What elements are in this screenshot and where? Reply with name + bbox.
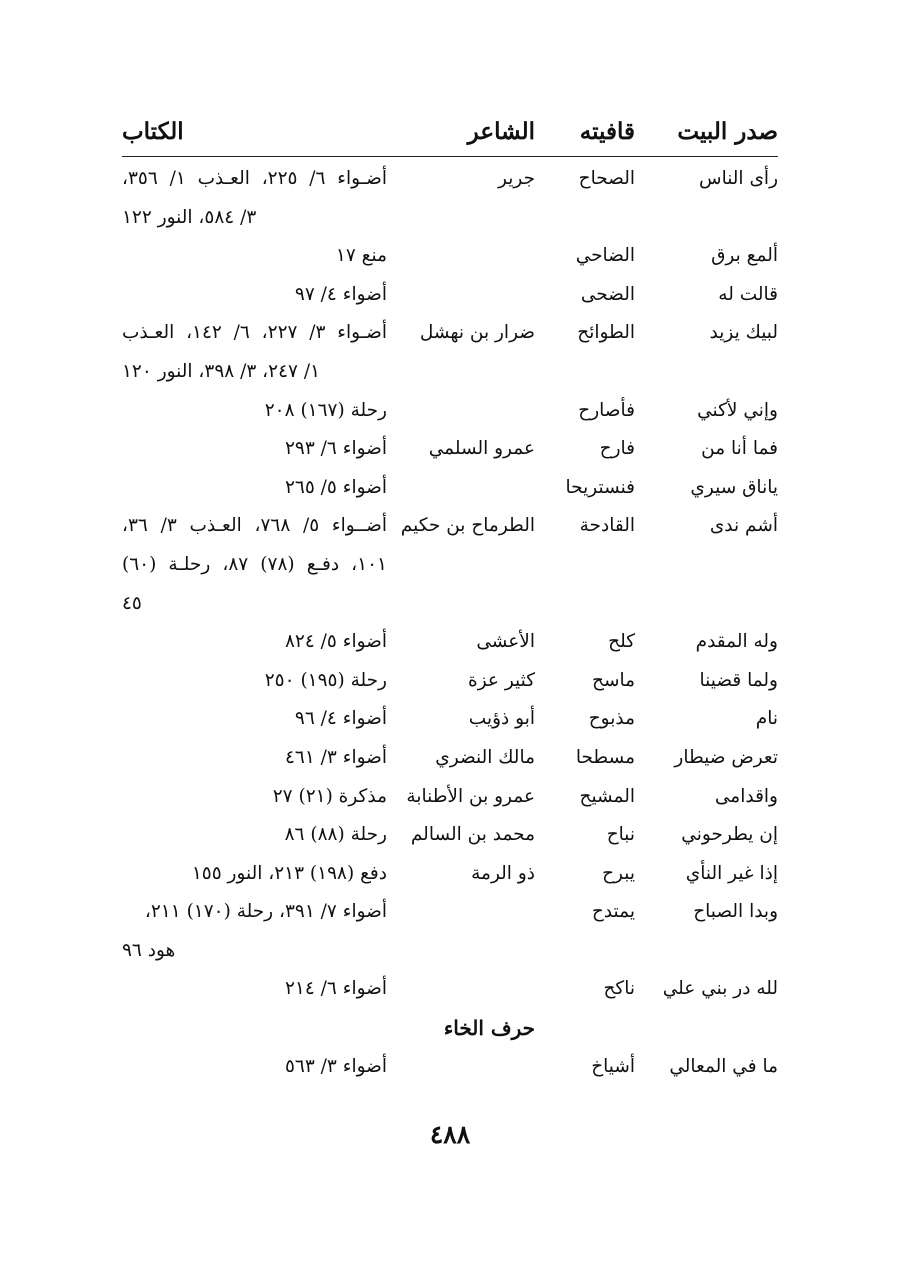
rhyme-word: ناكح <box>603 978 635 1000</box>
header-qafiya: قافيته <box>579 118 635 145</box>
table-row <box>0 624 900 663</box>
book-reference: أضواء ٧/ ٣٩١، رحلة (١٧٠) ٢١١، <box>144 901 387 923</box>
book-reference: أضواء ٤/ ٩٧ <box>294 283 387 305</box>
poet-name: كثير عزة <box>468 669 535 691</box>
book-reference: دفع (١٩٨) ٢١٣، النور ١٥٥ <box>191 862 387 884</box>
table-row <box>0 508 900 547</box>
section-heading-row <box>0 1010 900 1049</box>
page-number: ٤٨٨ <box>429 1120 471 1149</box>
poet-name: ضرار بن نهشل <box>419 322 535 344</box>
book-reference: أضـواء ٣/ ٢٢٧، ٦/ ١٤٢، العـذب <box>122 322 387 344</box>
book-reference: أضواء ٦/ ٢١٤ <box>284 978 387 1000</box>
rhyme-word: المشيح <box>579 785 635 807</box>
book-reference: رحلة (١٩٥) ٢٥٠ <box>264 669 387 691</box>
table-row <box>0 431 900 470</box>
poet-name: مالك النضري <box>435 746 535 768</box>
header-kitab: الكتاب <box>122 118 184 145</box>
section-heading: حرف الخاء <box>443 1016 535 1041</box>
verse-opening: تعرض ضيطار <box>674 746 778 768</box>
book-reference: رحلة (١٦٧) ٢٠٨ <box>264 399 387 421</box>
rhyme-word: الضاحي <box>575 245 635 267</box>
table-row <box>0 161 900 200</box>
book-reference: مذكرة (٢١) ٢٧ <box>272 785 387 807</box>
verse-opening: ياناق سيري <box>690 476 778 498</box>
book-reference: رحلة (٨٨) ٨٦ <box>284 824 387 846</box>
table-row <box>0 393 900 432</box>
header-sadr: صدر البيت <box>677 118 778 145</box>
poet-name: عمرو بن الأطنابة <box>406 785 535 807</box>
verse-opening: لبيك يزيد <box>709 322 778 344</box>
rhyme-word: يبرح <box>602 862 635 884</box>
verse-opening: إذا غير النأي <box>685 862 778 884</box>
table-row <box>0 701 900 740</box>
verse-opening: لله در بني علي <box>662 978 778 1000</box>
book-reference: أضـواء ٦/ ٢٢٥، العـذب ١/ ٣٥٦، <box>122 168 387 189</box>
rhyme-word: فارح <box>599 438 635 460</box>
book-reference: أضواء ٥/ ٢٦٥ <box>284 476 387 498</box>
poet-name: عمرو السلمي <box>428 438 535 460</box>
rhyme-word: الضحى <box>580 283 635 305</box>
book-reference-continuation: ١٠١، دفـع (٧٨) ٨٧، رحلـة (٦٠) <box>122 553 387 575</box>
rhyme-word: الصحاح <box>578 168 635 189</box>
table-row <box>0 315 900 354</box>
table-row <box>0 470 900 509</box>
rhyme-word: فنستريحا <box>565 476 635 498</box>
verse-opening: وإني لأكني <box>697 399 778 421</box>
verse-opening: ألمع برق <box>711 245 778 267</box>
rhyme-word: أشياخ <box>591 1055 635 1077</box>
rhyme-word: مذبوح <box>588 708 635 730</box>
book-reference-continuation: ١/ ٢٤٧، ٣/ ٣٩٨، النور ١٢٠ <box>122 360 321 382</box>
book-reference: أضــواء ٥/ ٧٦٨، العـذب ٣/ ٣٦، <box>122 515 387 537</box>
verse-opening: إن يطرحوني <box>681 824 778 846</box>
table-header <box>122 114 778 157</box>
book-reference: أضواء ٣/ ٤٦١ <box>284 746 387 768</box>
table-row <box>0 779 900 818</box>
rhyme-word: يمتدح <box>591 901 635 923</box>
rhyme-word: مسطحا <box>575 746 635 768</box>
book-reference: أضواء ٥/ ٨٢٤ <box>284 631 387 653</box>
poet-name: الأعشى <box>476 631 535 653</box>
book-reference-continuation: هود ٩٦ <box>122 939 176 961</box>
verse-opening: رأى الناس <box>698 168 778 189</box>
poet-name: ذو الرمة <box>471 862 535 884</box>
verse-opening: فما أنا من <box>701 438 778 460</box>
book-reference: منع ١٧ <box>335 245 387 267</box>
rhyme-word: كلح <box>608 631 635 653</box>
verse-opening: نام <box>755 708 778 730</box>
table-row <box>0 1049 900 1088</box>
table-row <box>0 933 900 972</box>
table-row <box>0 238 900 277</box>
verse-opening: ولما قضينا <box>699 669 778 691</box>
verse-opening: ما في المعالي <box>669 1055 778 1077</box>
book-reference: أضواء ٣/ ٥٦٣ <box>284 1055 387 1077</box>
poet-name: محمد بن السالم <box>410 824 535 846</box>
table-row <box>0 663 900 702</box>
verse-opening: أشم ندى <box>709 515 778 537</box>
book-reference: أضواء ٦/ ٢٩٣ <box>284 438 387 460</box>
rhyme-word: ماسح <box>592 669 635 691</box>
verse-opening: واقدامى <box>714 785 778 807</box>
table-row <box>0 817 900 856</box>
table-row <box>0 200 900 239</box>
rhyme-word: نباح <box>606 824 635 846</box>
table-row <box>0 354 900 393</box>
rhyme-word: فأصارح <box>578 399 635 421</box>
verse-opening: وبدا الصباح <box>693 901 778 923</box>
poet-name: الطرماح بن حكيم <box>400 515 535 537</box>
table-row <box>0 856 900 895</box>
table-row <box>0 277 900 316</box>
table-row <box>0 894 900 933</box>
poet-name: أبو ذؤيب <box>468 708 535 730</box>
header-shaer: الشاعر <box>467 118 535 145</box>
book-reference-continuation: ٤٥ <box>122 592 142 614</box>
table-row <box>0 740 900 779</box>
rhyme-word: القادحة <box>579 515 635 537</box>
table-row <box>0 971 900 1010</box>
verse-opening: وله المقدم <box>695 631 778 653</box>
verse-opening: قالت له <box>718 283 778 305</box>
book-reference: أضواء ٤/ ٩٦ <box>294 708 387 730</box>
table-row <box>0 547 900 586</box>
table-body <box>0 161 900 1087</box>
book-reference-continuation: ٣/ ٥٨٤، النور ١٢٢ <box>122 206 257 228</box>
poet-name: جرير <box>498 168 535 189</box>
rhyme-word: الطوائح <box>577 322 635 344</box>
table-row <box>0 586 900 625</box>
